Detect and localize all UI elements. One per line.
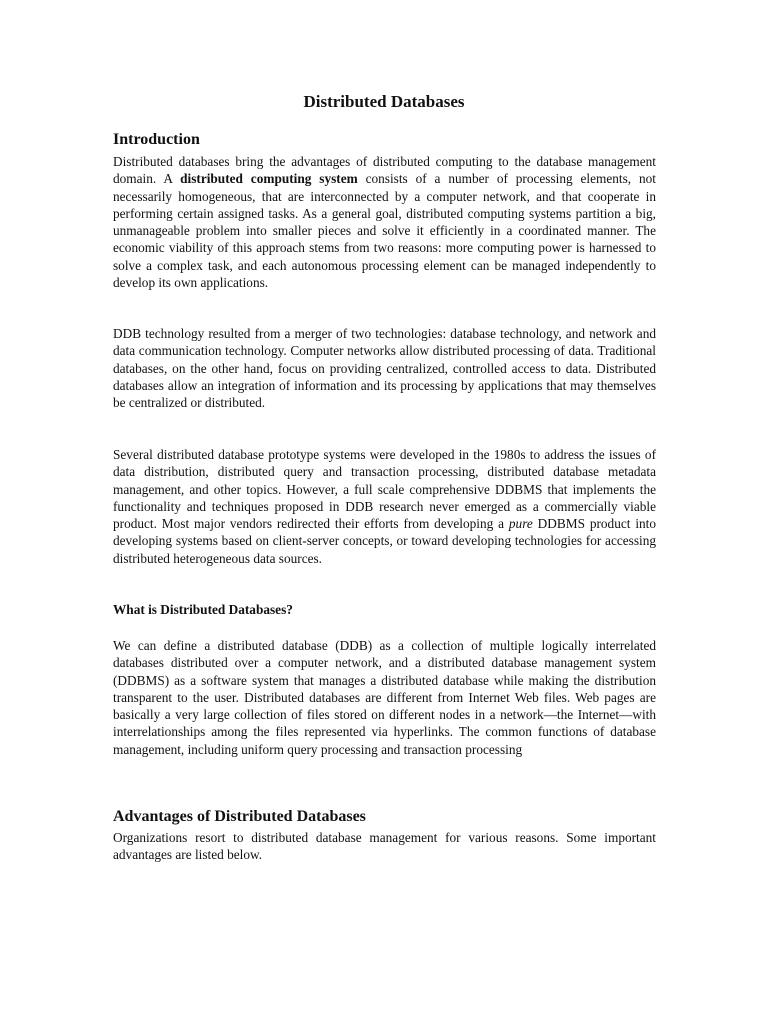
what-is-paragraph: We can define a distributed database (DDB) as a collection of multiple logically interrelated databases distributed over a computer network, and a distributed database management system (DDBMS) as a software system that manages a distributed database while making the distribution transparent to the user. Distributed databases are different from Internet Web files. Web pages are basically a very large collection of files stored on different nodes in a network—the Internet—with interrelationships among the files represented via hyperlinks. The common functions of database management, including uniform query processing and transaction processing <box>113 638 656 757</box>
introduction-paragraph-1 <box>113 153 656 291</box>
advantages-heading: Advantages of Distributed Databases <box>113 808 366 825</box>
introduction-paragraph-2: DDB technology resulted from a merger of two technologies: database technology, and network and data communication technology. Computer networks allow distributed processing of data. Traditional databases, on the other hand, focus on providing centralized, controlled access to data. Distributed databases allow an integration of information and its processing by applications that may themselves be centralized or distributed. <box>113 326 656 411</box>
intro-p3-text-start: Several distributed database prototype systems were developed in the 1980s to address the issues of data distribution, distributed query and transaction processing, distributed database metadata management, and other topics. However, a full scale comprehensive DDBMS that implements the functionality and techniques proposed in DDB research never emerged as a commercially viable product. Most major vendors redirected their efforts from developing a <box>113 447 656 532</box>
intro-p3-text-end: DDBMS product into developing systems based on client-server concepts, or toward developing technologies for accessing distributed heterogeneous data sources. <box>113 516 656 566</box>
introduction-paragraph-3 <box>113 446 656 567</box>
intro-p1-text-end: consists of a number of processing elements, not necessarily homogeneous, that are interconnected by a computer network, and that cooperate in performing certain assigned tasks. As a general goal, distributed computing systems partition a big, unmanageable problem into smaller pieces and solve it efficiently in a coordinated manner. The economic viability of this approach stems from two reasons: more computing power is harnessed to solve a complex task, and each autonomous processing element can be managed independently to develop its own applications. <box>113 171 656 291</box>
intro-p1-text-start: Distributed databases bring the advantages of distributed computing to the database management domain. A <box>113 154 656 187</box>
page-title: Distributed Databases <box>303 92 465 111</box>
advantages-paragraph: Organizations resort to distributed database management for various reasons. Some important advantages are listed below. <box>113 830 656 863</box>
intro-p1-bold-term: distributed computing system <box>180 171 358 187</box>
what-is-heading: What is Distributed Databases? <box>113 602 293 617</box>
intro-p3-italic-term: pure <box>508 516 533 532</box>
introduction-heading: Introduction <box>113 131 200 148</box>
